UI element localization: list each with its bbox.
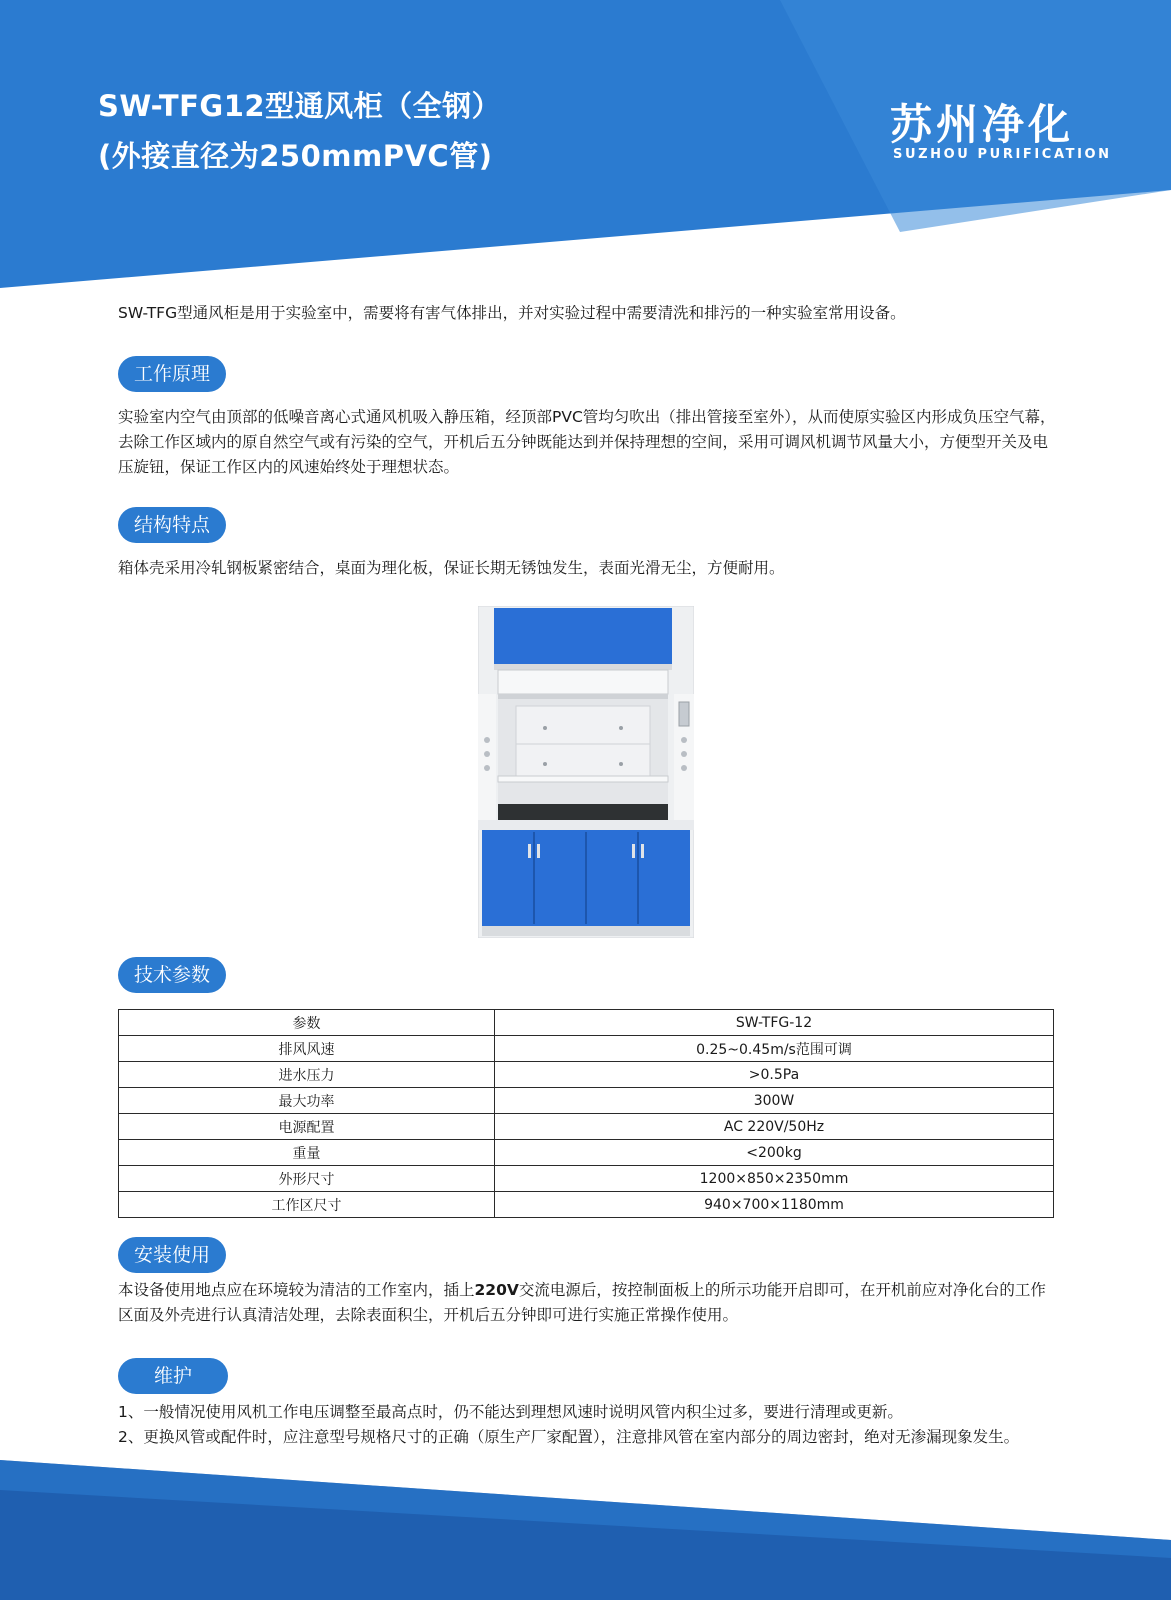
spec-label: 排风风速 bbox=[119, 1036, 495, 1062]
maintenance-item: 1、一般情况使用风机工作电压调整至最高点时，仍不能达到理想风速时说明风管内积尘过多，要进行清理或更新。 bbox=[118, 1403, 903, 1421]
install-text-part2: 交流电源后，按控制面板上的所示功能开启即可，在开机前应对净化台的工作区面及外壳进行认真清洁处理，去除表面积尘，开机后五分钟即可进行实施正常操作使用。 bbox=[118, 1281, 1046, 1324]
spec-label: 进水压力 bbox=[119, 1062, 495, 1088]
table-row bbox=[119, 1114, 1054, 1140]
spec-value: 300W bbox=[495, 1088, 1054, 1114]
brand-logo-english: SUZHOU PURIFICATION bbox=[893, 147, 1112, 162]
table-row bbox=[119, 1166, 1054, 1192]
principle-text: 实验室内空气由顶部的低噪音离心式通风机吸入静压箱，经顶部PVC管均匀吹出（排出管接至室外），从而使原实验区内形成负压空气幕，去除工作区域内的原自然空气或有污染的空气，开机后五分钟既能达到并保持理想的空间，采用可调风机调节风量大小，方便型开关及电压旋钮，保证工作区内的风速始终处于理想状态。 bbox=[118, 408, 1056, 476]
section-heading-maintenance: 维护 bbox=[118, 1358, 228, 1394]
page-title-line1: SW-TFG12型通风柜（全钢） bbox=[98, 89, 502, 123]
table-row bbox=[119, 1010, 1054, 1036]
spec-label: 重量 bbox=[119, 1140, 495, 1166]
footer-banner bbox=[0, 1430, 1171, 1600]
table-row bbox=[119, 1140, 1054, 1166]
section-heading-install: 安装使用 bbox=[118, 1237, 226, 1273]
spec-label: 最大功率 bbox=[119, 1088, 495, 1114]
table-row bbox=[119, 1062, 1054, 1088]
fume-hood-product-image bbox=[478, 606, 694, 938]
page-title-line2: (外接直径为250mmPVC管) bbox=[98, 139, 493, 173]
spec-value: <200kg bbox=[495, 1140, 1054, 1166]
install-text bbox=[118, 1278, 1058, 1328]
spec-value: 0.25~0.45m/s范围可调 bbox=[495, 1036, 1054, 1062]
section-heading-principle: 工作原理 bbox=[118, 356, 226, 392]
spec-label: 参数 bbox=[119, 1010, 495, 1036]
section-heading-specs: 技术参数 bbox=[118, 957, 226, 993]
spec-value: 1200×850×2350mm bbox=[495, 1166, 1054, 1192]
spec-value: 940×700×1180mm bbox=[495, 1192, 1054, 1218]
brand-logo-chinese: 苏州净化 bbox=[890, 100, 1075, 149]
spec-value: SW-TFG-12 bbox=[495, 1010, 1054, 1036]
table-row bbox=[119, 1036, 1054, 1062]
intro-text: SW-TFG型通风柜是用于实验室中，需要将有害气体排出，并对实验过程中需要清洗和排污的一种实验室常用设备。 bbox=[118, 304, 906, 322]
spec-label: 工作区尺寸 bbox=[119, 1192, 495, 1218]
spec-label: 外形尺寸 bbox=[119, 1166, 495, 1192]
maintenance-item: 2、更换风管或配件时，应注意型号规格尺寸的正确（原生产厂家配置），注意排风管在室内部分的周边密封，绝对无渗漏现象发生。 bbox=[118, 1428, 1020, 1446]
structure-text: 箱体壳采用冷轧钢板紧密结合，桌面为理化板，保证长期无锈蚀发生，表面光滑无尘，方便耐用。 bbox=[118, 559, 785, 577]
specs-table bbox=[118, 1009, 1054, 1218]
spec-value: AC 220V/50Hz bbox=[495, 1114, 1054, 1140]
spec-value: >0.5Pa bbox=[495, 1062, 1054, 1088]
install-text-part1: 本设备使用地点应在环境较为清洁的工作室内，插上 bbox=[118, 1281, 475, 1299]
section-heading-structure: 结构特点 bbox=[118, 507, 226, 543]
table-row bbox=[119, 1192, 1054, 1218]
table-row bbox=[119, 1088, 1054, 1114]
spec-label: 电源配置 bbox=[119, 1114, 495, 1140]
install-voltage-bold: 220V bbox=[474, 1281, 519, 1299]
